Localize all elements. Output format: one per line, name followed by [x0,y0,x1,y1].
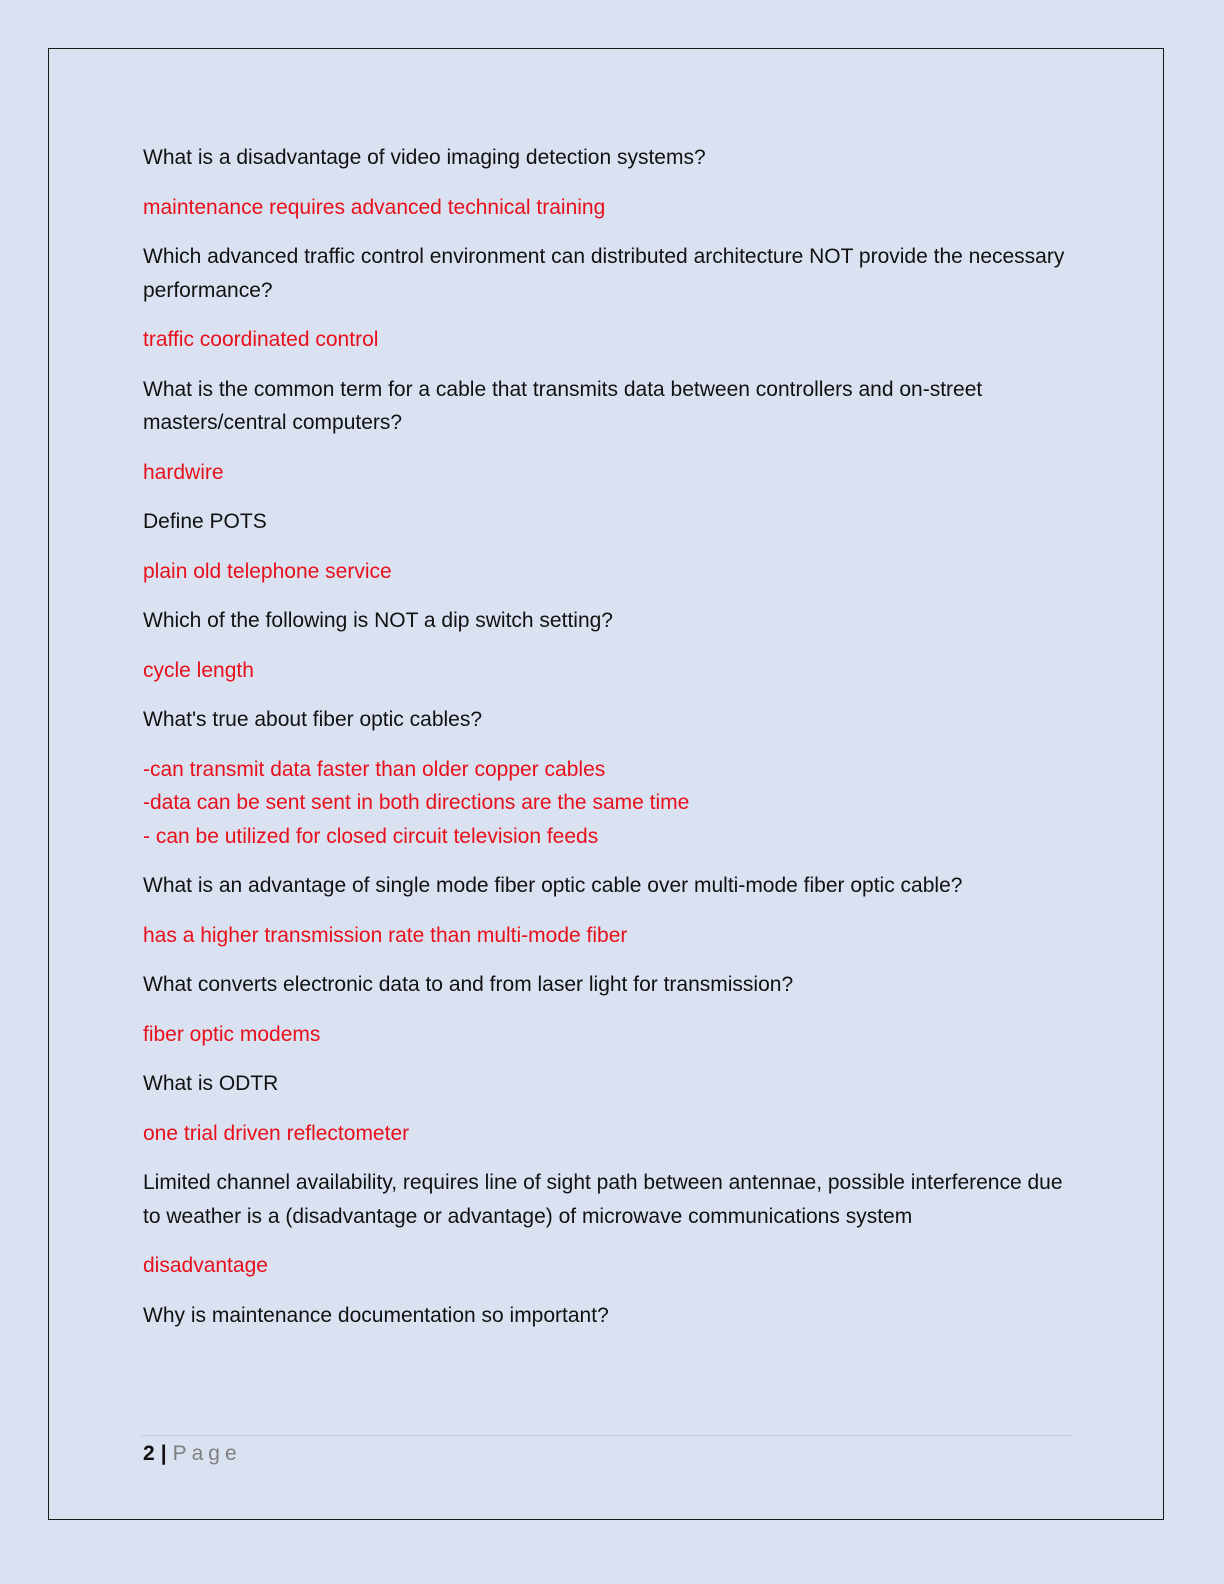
question: What is a disadvantage of video imaging detection systems? [143,146,706,169]
answer [143,555,1083,589]
answer-line: - can be utilized for closed circuit television feeds [143,824,599,848]
answer-line: cycle length [143,658,254,682]
answer-line: has a higher transmission rate than multi-mode fiber [143,923,628,947]
question: What is an advantage of single mode fiber optic cable over multi-mode fiber optic cable? [143,874,963,897]
document-body [143,141,1083,1348]
answer [143,323,1083,357]
answer [143,1018,1083,1052]
answer-line: traffic coordinated control [143,328,379,351]
answer-line: -data can be sent sent in both directions are the same time [143,791,690,814]
page-label: Page [172,1442,242,1465]
answer-line: maintenance requires advanced technical training [143,195,606,219]
answer-line: disadvantage [143,1254,268,1277]
question: Which advanced traffic control environment can distributed architecture NOT provide the necessary performance? [143,245,1065,302]
answer [143,654,1083,688]
question: What is the common term for a cable that transmits data between controllers and on-street masters/central computers? [143,377,983,434]
answer [143,456,1083,490]
answer [143,919,1083,953]
question: What is ODTR [143,1072,279,1095]
answer-line: -can transmit data faster than older copper cables [143,757,606,781]
answer [143,1249,1083,1283]
answer [143,191,1083,225]
question: What converts electronic data to and from laser light for transmission? [143,973,794,996]
footer-rule [141,1435,1073,1436]
page-number: 2 [143,1442,155,1465]
question: Why is maintenance documentation so important? [143,1303,609,1327]
question: Limited channel availability, requires line of sight path between antennae, possible interference due to weather is a (disadvantage or advantage) of microwave communications system [143,1171,1063,1228]
answer [143,753,1083,854]
answer-line: plain old telephone service [143,559,392,583]
question: Define POTS [143,510,267,533]
answer-line: fiber optic modems [143,1022,321,1046]
answer-line: hardwire [143,460,224,484]
answer-line: one trial driven reflectometer [143,1121,410,1145]
question: What's true about fiber optic cables? [143,708,483,731]
answer [143,1117,1083,1151]
footer-separator: | [160,1442,167,1465]
page-footer [143,1439,242,1469]
question: Which of the following is NOT a dip switch setting? [143,609,613,632]
